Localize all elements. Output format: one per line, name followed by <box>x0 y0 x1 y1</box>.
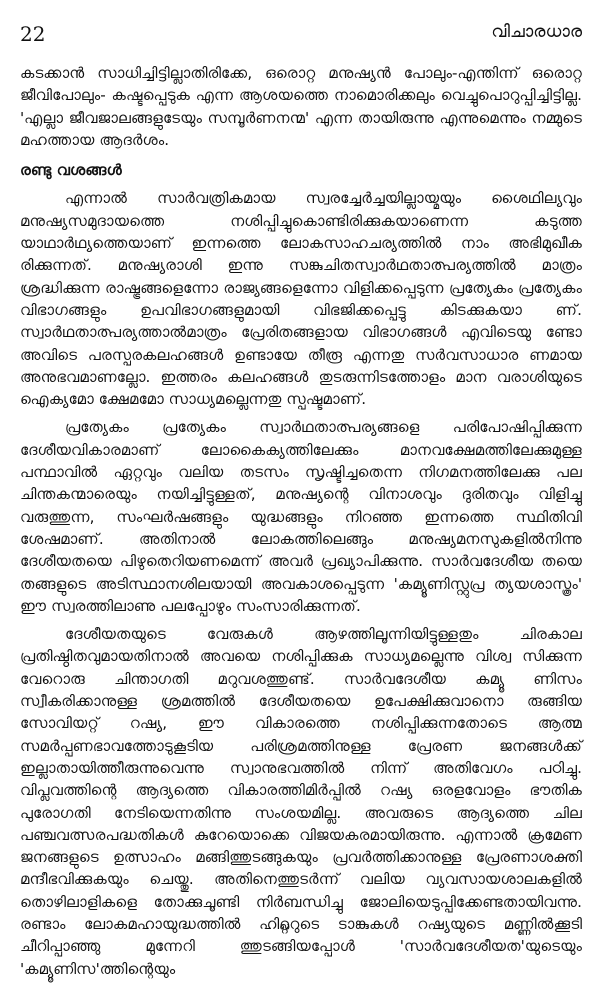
paragraph-continued: കടക്കാൻ സാധിച്ചിട്ടില്ലാതിരിക്കേ, ഒരൊറ്റ മനുഷ്യൻ പോലും-എന്തിന്ന് ഒരൊറ്റ ജീവിപോലും- കഷ്ടപ്പെടുക എന്ന ആശയത്തെ നാമൊരിക്കലും വെച്ചുപൊറുപ്പിച്ചിട്ടില്ല. 'എല്ലാ ജീവജാലങ്ങളുടേയും സമ്പൂർണനന്മ' എന്ന തായിരുന്നു എന്നുമെന്നും നമ്മുടെ മഹത്തായ ആദർശം. <box>20 64 582 149</box>
paragraph: ദേശീയതയുടെ വേരുകൾ ആഴത്തിലൂന്നിയിട്ടുള്ളതും ചിരകാല പ്രതിഷ്ഠിതവുമായതിനാൽ അവയെ നശിപ്പിക്കുക സാധ്യമല്ലെന്നു വിശ്വ സിക്കുന്ന വേറൊരു ചിന്താഗതി മറുവശത്തുണ്ട്. സാർവദേശീയ കമ്യൂ ണിസം സ്വീകരിക്കാനുള്ള ശ്രമത്തിൽ ദേശീയതയെ ഉപേക്ഷിക്കുവാനൊ രുങ്ങിയ സോവിയറ്റ് റഷ്യ, ഈ വികാരത്തെ നശിപ്പിക്കുന്നതോടെ ആത്മ സമർപ്പണഭാവത്തോടുകൂടിയ പരിശ്രമത്തിനുള്ള പ്രേരണ ജനങ്ങൾക്ക് ഇല്ലാതായിത്തീരുന്നുവെന്നു സ്വാനുഭവത്തിൽ നിന്ന് അതിവേഗം പഠിച്ചു. വിപ്ലവത്തിന്റെ ആദ്യത്തെ വികാരത്തിമിർപ്പിൽ റഷ്യ ഒരളവോളം ഭൗതിക പുരോഗതി നേടിയെന്നതിന്നു സംശയമില്ല. അവരുടെ ആദ്യത്തെ ചില പഞ്ചവത്സരപദ്ധതികൾ കുറേയൊക്കെ വിജയകരമായിരുന്നു. എന്നാൽ ക്രമേണ ജനങ്ങളുടെ ഉത്സാഹം മങ്ങിത്തുടങ്ങുകയും പ്രവർത്തിക്കാനുള്ള പ്രേരണാശക്തി മന്ദീഭവിക്കുകയും ചെയ്തു. അതിനെത്തുടർന്ന് വലിയ വ്യവസായശാലകളിൽ തൊഴിലാളികളെ തോക്കുചൂണ്ടി നിർബന്ധിച്ചു ജോലിയെടുപ്പിക്കേണ്ടതായിവന്നു. രണ്ടാം ലോകമഹായുദ്ധത്തിൽ ഹിറ്റ്ലറുടെ ടാങ്കുകൾ റഷ്യയുടെ മണ്ണിൽക്കൂടി ചീറിപ്പാഞ്ഞു മുന്നേറി ത്തുടങ്ങിയപ്പോൾ 'സാർവദേശീയത'യുടെയും 'കമ്യൂണിസ'ത്തിന്റെയും <box>20 625 582 978</box>
section-heading: രണ്ടു വശങ്ങൾ <box>20 161 122 180</box>
page-number: 22 <box>20 22 46 46</box>
page-body <box>20 62 582 980</box>
running-head: വിചാരധാര <box>491 22 582 42</box>
paragraph: പ്രത്യേകം പ്രത്യേകം സ്വാർഥതാത്പര്യങ്ങളെ പരിപോഷിപ്പിക്കുന്ന ദേശീയവികാരമാണ് ലോകൈക്യത്തിലേക്കും മാനവക്ഷേമത്തിലേക്കുമുള്ള പന്ഥാവിൽ ഏറ്റവും വലിയ തടസം സൃഷ്ടിച്ചതെന്ന നിഗമനത്തിലേക്കു പല ചിന്തകന്മാരെയും നയിച്ചിട്ടുള്ളത്, മനുഷ്യന്റെ വിനാശവും ദുരിതവും വിളിച്ചു വരുത്തുന്ന, സംഘർഷങ്ങളും യുദ്ധങ്ങളും നിറഞ്ഞ ഇന്നത്തെ സ്ഥിതിവി ശേഷമാണ്. അതിനാൽ ലോകത്തിലെങ്ങും മനുഷ്യമനസുകളിൽനിന്നു ദേശീയതയെ പിഴുതെറിയണമെന്ന് അവർ പ്രഖ്യാപിക്കുന്നു. സാർവദേശീയ തയെ തങ്ങളുടെ അടിസ്ഥാനശിലയായി അവകാശപ്പെടുന്ന 'കമ്യൂണിസ്റ്റുപ്ര ത്യയശാസ്ത്രം' ഈ സ്വരത്തിലാണു പലപ്പോഴും സംസാരിക്കുന്നത്. <box>20 418 582 615</box>
page-header <box>20 22 582 50</box>
paragraph: എന്നാൽ സാർവത്രികമായ സ്വരച്ചേർച്ചയില്ലായ്മയും ശൈഥില്യവും മനുഷ്യസമുദായത്തെ നശിപ്പിച്ചുകൊണ്ടിരിക്കുകയാണെന്ന കടുത്ത യാഥാർഥ്യത്തെയാണ് ഇന്നത്തെ ലോകസാഹചര്യത്തിൽ നാം അഭിമുഖീക രിക്കുന്നത്. മനുഷ്യരാശി ഇന്നു സങ്കുചിതസ്വാർഥതാത്പര്യത്തിൽ മാത്രം ശ്രദ്ധിക്കുന്ന രാഷ്ട്രങ്ങളെന്നോ രാജ്യങ്ങളെന്നോ വിളിക്കപ്പെടുന്ന പ്രത്യേകം പ്രത്യേകം വിഭാഗങ്ങളും ഉപവിഭാഗങ്ങളുമായി വിഭജിക്കപ്പെട്ടു കിടക്കുകയാ ണ്. സ്വാർഥതാത്പര്യത്താൽമാത്രം പ്രേരിതങ്ങളായ വിഭാഗങ്ങൾ എവിടെയു ണ്ടോ അവിടെ പരസ്പരകലഹങ്ങൾ ഉണ്ടായേ തീരൂ എന്നതു സർവസാധാര ണമായ അനുഭവമാണല്ലോ. ഇത്തരം കലഹങ്ങൾ തുടരുന്നിടത്തോളം മാന വരാശിയുടെ ഐക്യമോ ക്ഷേമമോ സാധ്യമല്ലെന്നതു സ്പഷ്ടമാണ്. <box>20 189 582 409</box>
